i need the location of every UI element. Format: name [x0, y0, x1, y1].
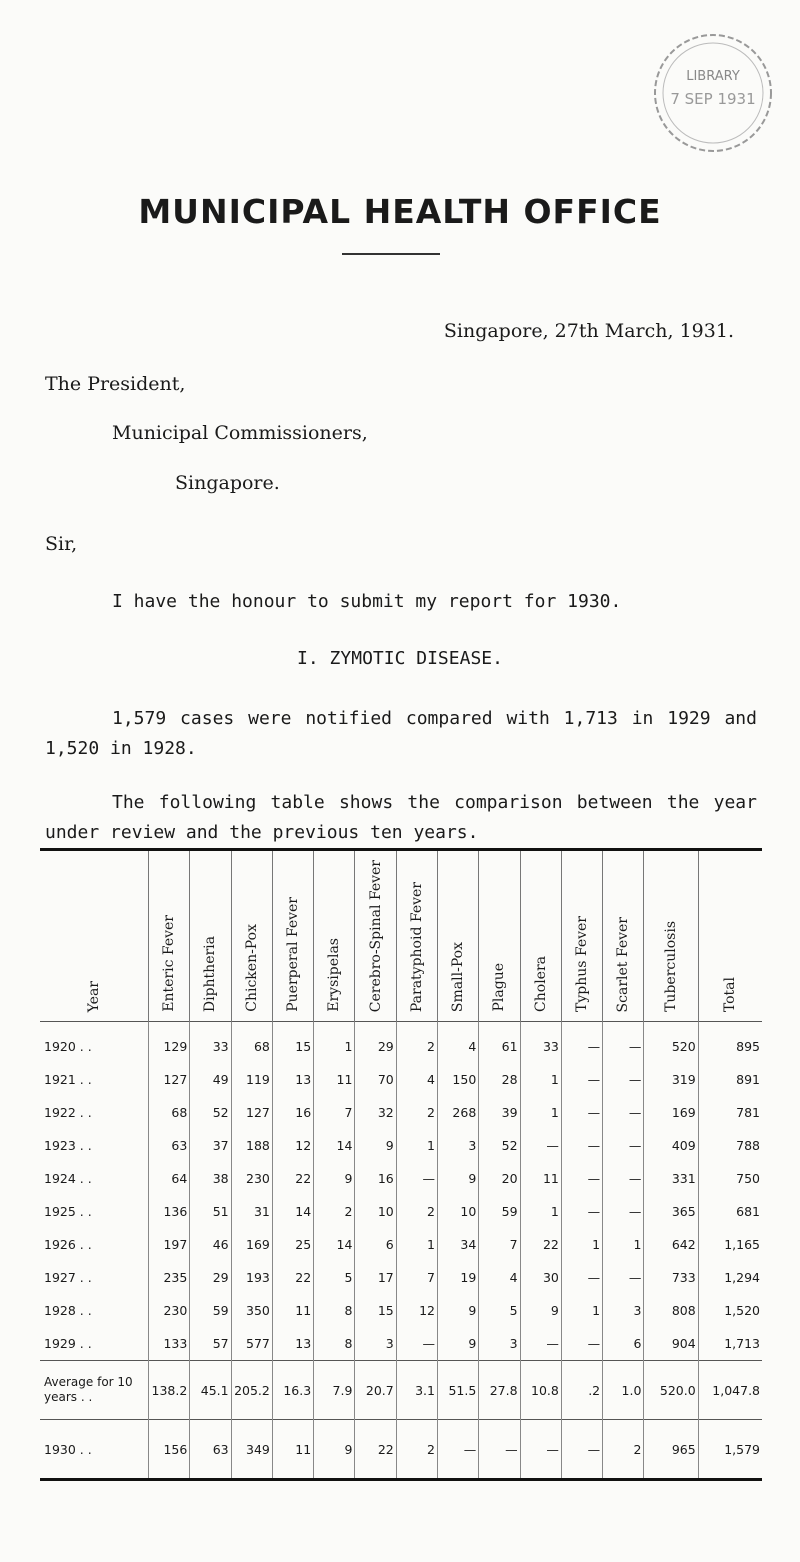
table-cell: 127: [149, 1063, 190, 1096]
table-cell: 51: [190, 1195, 231, 1228]
table-cell: 750: [698, 1162, 762, 1195]
dateline: Singapore, 27th March, 1931.: [443, 320, 734, 342]
table-cell: 7: [396, 1261, 437, 1294]
table-cell: 52: [190, 1096, 231, 1129]
column-header-label: Small-Pox: [450, 941, 467, 1012]
table-cell: —: [561, 1327, 602, 1361]
table-row: [40, 1162, 762, 1195]
table-cell: 2: [396, 1096, 437, 1129]
table-cell: 781: [698, 1096, 762, 1129]
row-label: 1925 . .: [44, 1204, 92, 1219]
table-cell: 10.8: [520, 1361, 561, 1420]
table-cell: 46: [190, 1228, 231, 1261]
table-cell: 68: [149, 1096, 190, 1129]
table-cell: 2: [396, 1022, 437, 1064]
column-header: [231, 850, 272, 1022]
column-header-label: Puerperal Fever: [285, 897, 302, 1012]
table-cell: 12: [272, 1129, 313, 1162]
table-cell: 11: [272, 1420, 313, 1480]
table-cell: 169: [231, 1228, 272, 1261]
table-cell: 235: [149, 1261, 190, 1294]
table-cell: 9: [355, 1129, 396, 1162]
row-label: 1930 . .: [40, 1420, 149, 1480]
table-row: [40, 1129, 762, 1162]
table-cell: 9: [438, 1294, 479, 1327]
table-cell: 32: [355, 1096, 396, 1129]
table-cell: 1: [561, 1294, 602, 1327]
row-label: Average for 10 years . .: [40, 1361, 149, 1420]
table-cell: 156: [149, 1420, 190, 1480]
table-cell: 1: [561, 1228, 602, 1261]
table-row: [40, 1195, 762, 1228]
table-cell: 29: [355, 1022, 396, 1064]
table-cell: 14: [314, 1228, 355, 1261]
table-cell: 22: [272, 1162, 313, 1195]
table-cell: 3.1: [396, 1361, 437, 1420]
cases-paragraph: 1,579 cases were notified compared with 1,713 in 1929 and 1,520 in 1928.: [45, 708, 757, 759]
column-header: [438, 850, 479, 1022]
title-underline: [342, 253, 440, 255]
table-cell: —: [438, 1420, 479, 1480]
table-cell: 1: [520, 1096, 561, 1129]
row-label: 1928 . .: [44, 1303, 92, 1318]
stamp-library-text: LIBRARY: [686, 69, 740, 84]
table-cell: —: [561, 1261, 602, 1294]
table-cell: 20.7: [355, 1361, 396, 1420]
table-row: [40, 1294, 762, 1327]
table-cell: 37: [190, 1129, 231, 1162]
column-header: [272, 850, 313, 1022]
table-cell: 3: [438, 1129, 479, 1162]
table-cell: 136: [149, 1195, 190, 1228]
section-heading: I. ZYMOTIC DISEASE.: [297, 648, 503, 669]
column-header-label: Chicken-Pox: [243, 924, 260, 1012]
table-cell: —: [520, 1420, 561, 1480]
table-cell: 12: [396, 1294, 437, 1327]
addressee-line-3: Singapore.: [175, 472, 280, 494]
column-header-label: Typhus Fever: [573, 916, 590, 1012]
column-header: [603, 850, 644, 1022]
column-header-label: Plague: [491, 963, 508, 1012]
table-cell: 68: [231, 1022, 272, 1064]
table-cell: 63: [149, 1129, 190, 1162]
table-row: [40, 1022, 762, 1064]
table-cell: 45.1: [190, 1361, 231, 1420]
table-cell: 349: [231, 1420, 272, 1480]
column-header: [561, 850, 602, 1022]
table-cell: 1: [603, 1228, 644, 1261]
row-label: 1920 . .: [44, 1039, 92, 1054]
table-cell: 409: [644, 1129, 698, 1162]
column-header-label: Total: [722, 976, 739, 1012]
table-cell: 268: [438, 1096, 479, 1129]
column-header-label: Cerebro-Spinal Fever: [367, 859, 384, 1012]
table-cell: 34: [438, 1228, 479, 1261]
table-cell: 520: [644, 1022, 698, 1064]
table-cell: —: [396, 1327, 437, 1361]
table-cell: 25: [272, 1228, 313, 1261]
table-cell: 59: [190, 1294, 231, 1327]
row-label: 1929 . .: [44, 1336, 92, 1351]
column-header-label: Diphtheria: [202, 935, 219, 1012]
table-cell: 27.8: [479, 1361, 520, 1420]
addressee-line-1: The President,: [45, 373, 186, 395]
table-cell: 520.0: [644, 1361, 698, 1420]
table-cell: 63: [190, 1420, 231, 1480]
table-cell: 10: [355, 1195, 396, 1228]
table-cell: 7: [479, 1228, 520, 1261]
table-cell: 895: [698, 1022, 762, 1064]
column-header: [698, 850, 762, 1022]
column-header: [644, 850, 698, 1022]
table-cell: 11: [314, 1063, 355, 1096]
table-cell: 1,047.8: [698, 1361, 762, 1420]
table-cell: 642: [644, 1228, 698, 1261]
table-cell: 3: [355, 1327, 396, 1361]
table-cell: —: [561, 1096, 602, 1129]
table-cell: 15: [355, 1294, 396, 1327]
table-cell: 19: [438, 1261, 479, 1294]
column-header: [479, 850, 520, 1022]
table-cell: —: [520, 1327, 561, 1361]
column-header-label: Year: [86, 980, 103, 1012]
page-title: MUNICIPAL HEALTH OFFICE: [138, 192, 662, 231]
table-cell: 230: [231, 1162, 272, 1195]
table-cell: 1: [520, 1063, 561, 1096]
average-row: [40, 1361, 762, 1420]
table-cell: 20: [479, 1162, 520, 1195]
table-cell: 891: [698, 1063, 762, 1096]
column-header: [396, 850, 437, 1022]
column-header-label: Enteric Fever: [161, 915, 178, 1012]
table-cell: 2: [396, 1195, 437, 1228]
table-cell: —: [479, 1420, 520, 1480]
row-label: 1924 . .: [44, 1171, 92, 1186]
table-cell: 331: [644, 1162, 698, 1195]
table-cell: 319: [644, 1063, 698, 1096]
table-cell: —: [603, 1195, 644, 1228]
table-cell: 28: [479, 1063, 520, 1096]
table-cell: 350: [231, 1294, 272, 1327]
table-cell: 31: [231, 1195, 272, 1228]
row-label: 1923 . .: [44, 1138, 92, 1153]
library-stamp: [648, 28, 778, 158]
table-cell: 1,294: [698, 1261, 762, 1294]
table-cell: 22: [520, 1228, 561, 1261]
table-cell: 1,579: [698, 1420, 762, 1480]
table-cell: 129: [149, 1022, 190, 1064]
table-cell: —: [603, 1261, 644, 1294]
current-year-row: [40, 1420, 762, 1480]
table-cell: 1,520: [698, 1294, 762, 1327]
table-cell: —: [561, 1063, 602, 1096]
zymotic-disease-table: [40, 848, 762, 1481]
table-cell: 3: [479, 1327, 520, 1361]
table-row: [40, 1228, 762, 1261]
table-cell: 22: [355, 1420, 396, 1480]
opening-sentence: I have the honour to submit my report for 1930.: [112, 591, 622, 612]
table-cell: 9: [520, 1294, 561, 1327]
table-header-row: [40, 850, 762, 1022]
table-cell: —: [603, 1096, 644, 1129]
table-cell: 5: [479, 1294, 520, 1327]
table-row: [40, 1063, 762, 1096]
column-header: [40, 850, 149, 1022]
table-cell: 1: [396, 1228, 437, 1261]
table-cell: 904: [644, 1327, 698, 1361]
table-cell: 733: [644, 1261, 698, 1294]
table-cell: 70: [355, 1063, 396, 1096]
table-cell: 59: [479, 1195, 520, 1228]
column-header-label: Erysipelas: [326, 938, 343, 1012]
table-cell: 577: [231, 1327, 272, 1361]
table-cell: 6: [603, 1327, 644, 1361]
table-cell: 197: [149, 1228, 190, 1261]
table-cell: 14: [272, 1195, 313, 1228]
table-cell: 15: [272, 1022, 313, 1064]
table-cell: 133: [149, 1327, 190, 1361]
table-cell: 16.3: [272, 1361, 313, 1420]
table-cell: 9: [438, 1162, 479, 1195]
addressee-line-2: Municipal Commissioners,: [112, 422, 368, 444]
table-cell: 169: [644, 1096, 698, 1129]
row-label: 1926 . .: [44, 1237, 92, 1252]
table-cell: .2: [561, 1361, 602, 1420]
table-cell: 57: [190, 1327, 231, 1361]
column-header: [355, 850, 396, 1022]
table-cell: —: [561, 1195, 602, 1228]
table-row: [40, 1327, 762, 1361]
table-cell: 150: [438, 1063, 479, 1096]
table-cell: 965: [644, 1420, 698, 1480]
table-cell: 127: [231, 1096, 272, 1129]
table-cell: 1: [396, 1129, 437, 1162]
table-cell: 9: [314, 1162, 355, 1195]
table-cell: —: [520, 1129, 561, 1162]
table-row: [40, 1261, 762, 1294]
table-cell: 1,713: [698, 1327, 762, 1361]
column-header: [190, 850, 231, 1022]
table-cell: 2: [314, 1195, 355, 1228]
table-cell: 681: [698, 1195, 762, 1228]
table-cell: 30: [520, 1261, 561, 1294]
table-cell: 788: [698, 1129, 762, 1162]
table-cell: 2: [603, 1420, 644, 1480]
table-cell: 808: [644, 1294, 698, 1327]
column-header: [520, 850, 561, 1022]
table-cell: 64: [149, 1162, 190, 1195]
table-cell: 2: [396, 1420, 437, 1480]
table-cell: 49: [190, 1063, 231, 1096]
table-cell: 9: [438, 1327, 479, 1361]
table-cell: 4: [479, 1261, 520, 1294]
table-cell: 11: [520, 1162, 561, 1195]
table-cell: —: [561, 1420, 602, 1480]
column-header-label: Tuberculosis: [663, 921, 680, 1012]
table-cell: —: [603, 1022, 644, 1064]
column-header: [149, 850, 190, 1022]
table-cell: 13: [272, 1063, 313, 1096]
table-row: [40, 1096, 762, 1129]
table-intro-paragraph: The following table shows the comparison between the year under review and the previous ten years.: [45, 792, 757, 843]
table-cell: 193: [231, 1261, 272, 1294]
table-cell: 51.5: [438, 1361, 479, 1420]
table-cell: 6: [355, 1228, 396, 1261]
table-cell: 188: [231, 1129, 272, 1162]
column-header-label: Paratyphoid Fever: [408, 881, 425, 1012]
table-cell: 16: [355, 1162, 396, 1195]
table-cell: 33: [520, 1022, 561, 1064]
table-cell: —: [603, 1162, 644, 1195]
stamp-date-text: 7 SEP 1931: [670, 90, 756, 108]
table-cell: 14: [314, 1129, 355, 1162]
table-cell: 1.0: [603, 1361, 644, 1420]
table-cell: —: [561, 1129, 602, 1162]
table-cell: 7: [314, 1096, 355, 1129]
column-header-label: Cholera: [532, 956, 549, 1012]
table-cell: 52: [479, 1129, 520, 1162]
table-cell: 17: [355, 1261, 396, 1294]
table-cell: 5: [314, 1261, 355, 1294]
table-cell: —: [561, 1162, 602, 1195]
table-cell: 61: [479, 1022, 520, 1064]
table-cell: 4: [396, 1063, 437, 1096]
table-cell: 29: [190, 1261, 231, 1294]
row-label: 1922 . .: [44, 1105, 92, 1120]
table-cell: —: [561, 1022, 602, 1064]
table-cell: 119: [231, 1063, 272, 1096]
table-cell: 39: [479, 1096, 520, 1129]
table-cell: 1: [520, 1195, 561, 1228]
table-cell: 16: [272, 1096, 313, 1129]
row-label: 1921 . .: [44, 1072, 92, 1087]
column-header: [314, 850, 355, 1022]
table-cell: 138.2: [149, 1361, 190, 1420]
table-cell: 11: [272, 1294, 313, 1327]
table-cell: 9: [314, 1420, 355, 1480]
table-cell: 205.2: [231, 1361, 272, 1420]
table-cell: 22: [272, 1261, 313, 1294]
table-cell: —: [603, 1063, 644, 1096]
table-cell: 7.9: [314, 1361, 355, 1420]
table-cell: —: [603, 1129, 644, 1162]
table-cell: 8: [314, 1327, 355, 1361]
table-cell: 1: [314, 1022, 355, 1064]
table-cell: 10: [438, 1195, 479, 1228]
table-cell: 3: [603, 1294, 644, 1327]
column-header-label: Scarlet Fever: [615, 916, 632, 1012]
salutation: Sir,: [45, 533, 78, 555]
table-cell: 230: [149, 1294, 190, 1327]
table-cell: 13: [272, 1327, 313, 1361]
table-cell: 365: [644, 1195, 698, 1228]
table-cell: 1,165: [698, 1228, 762, 1261]
table-cell: 8: [314, 1294, 355, 1327]
table-cell: 4: [438, 1022, 479, 1064]
table-cell: 33: [190, 1022, 231, 1064]
table-cell: 38: [190, 1162, 231, 1195]
row-label: 1927 . .: [44, 1270, 92, 1285]
table-cell: —: [396, 1162, 437, 1195]
